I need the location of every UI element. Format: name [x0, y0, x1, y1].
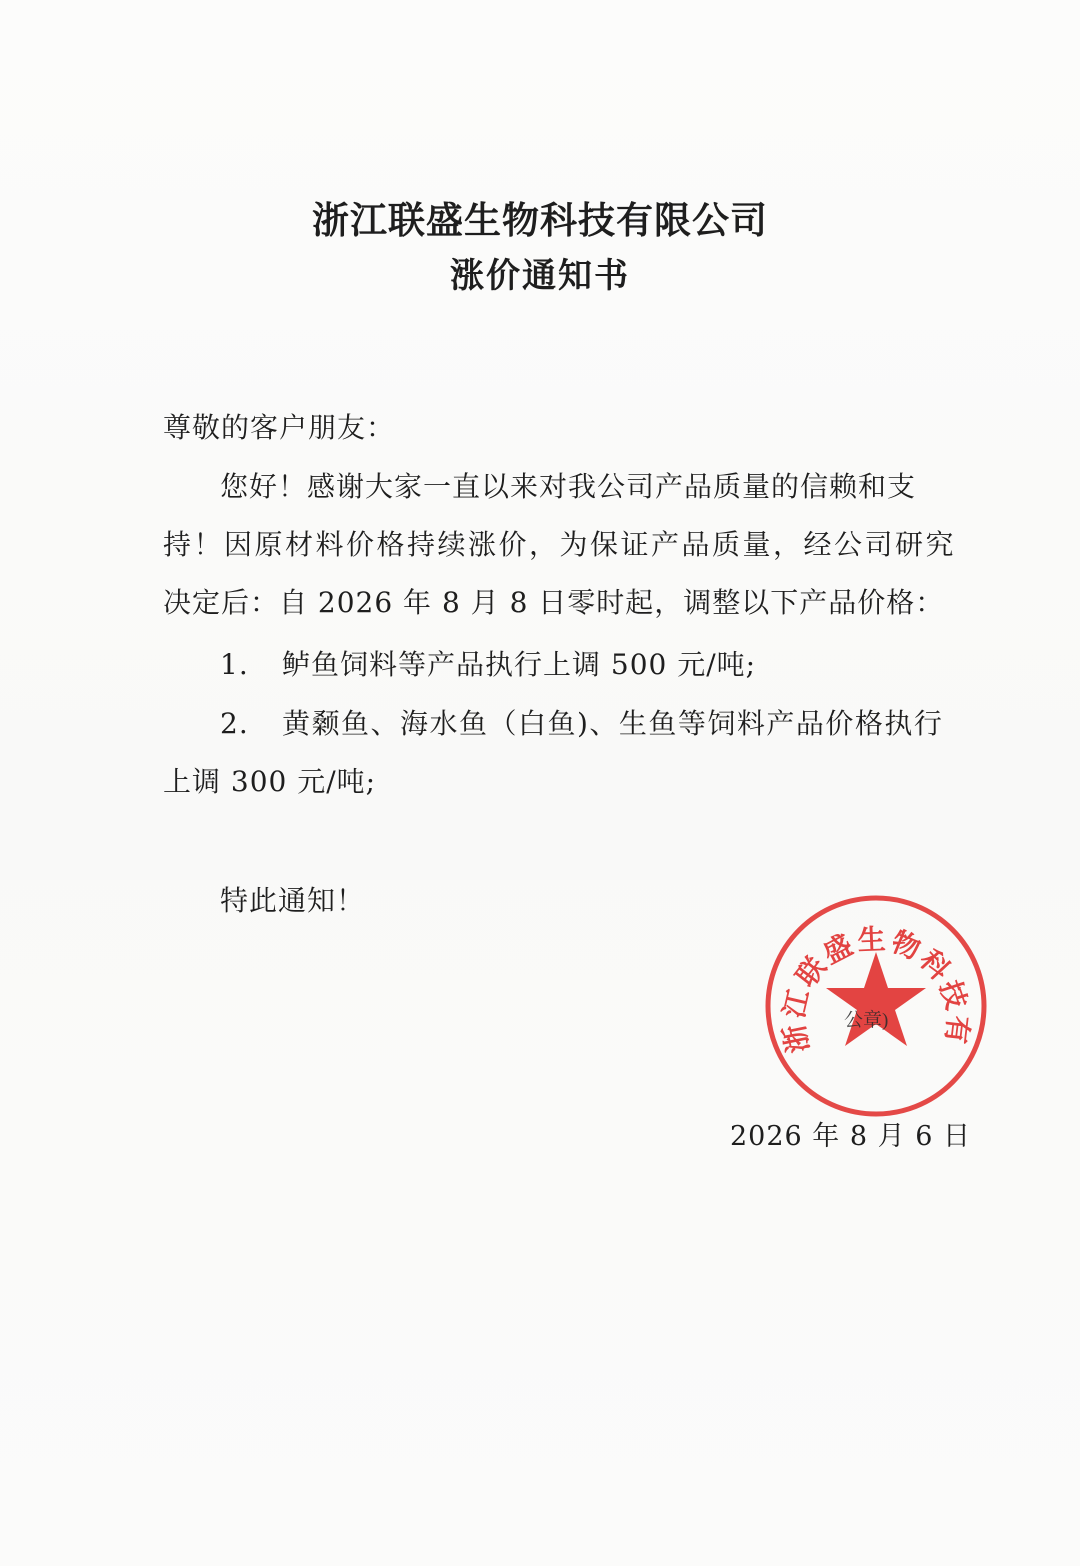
paragraph-line-2: 持！因原材料价格持续涨价，为保证产品质量，经公司研究 [163, 528, 957, 561]
paragraph-line-1: 您好！感谢大家一直以来对我公司产品质量的信赖和支 [220, 470, 917, 503]
list-item-text-continued: 上调 300 元/吨; [163, 765, 377, 798]
closing-remark: 特此通知！ [220, 884, 366, 917]
company-title: 浙江联盛生物科技有限公司 [312, 198, 768, 242]
paragraph-line-3: 决定后：自 2026 年 8 月 8 日零时起，调整以下产品价格： [163, 586, 945, 619]
salutation: 尊敬的客户朋友： [163, 411, 396, 444]
seal-stamp-icon [760, 890, 992, 1122]
list-item-number: 2. [220, 707, 249, 740]
list-item-number: 1. [220, 648, 249, 681]
document-title: 涨价通知书 [450, 256, 630, 296]
company-seal [760, 890, 992, 1122]
seal-ring-text: 浙江联盛生物科技有 [778, 924, 974, 1056]
issue-date: 2026 年 8 月 6 日 [730, 1121, 971, 1152]
list-item-text: 鲈鱼饲料等产品执行上调 500 元/吨; [282, 648, 757, 681]
list-item-text: 黄颡鱼、海水鱼（白鱼)、生鱼等饲料产品价格执行 [282, 707, 944, 740]
seal-center-text: 公章) [844, 1010, 889, 1031]
